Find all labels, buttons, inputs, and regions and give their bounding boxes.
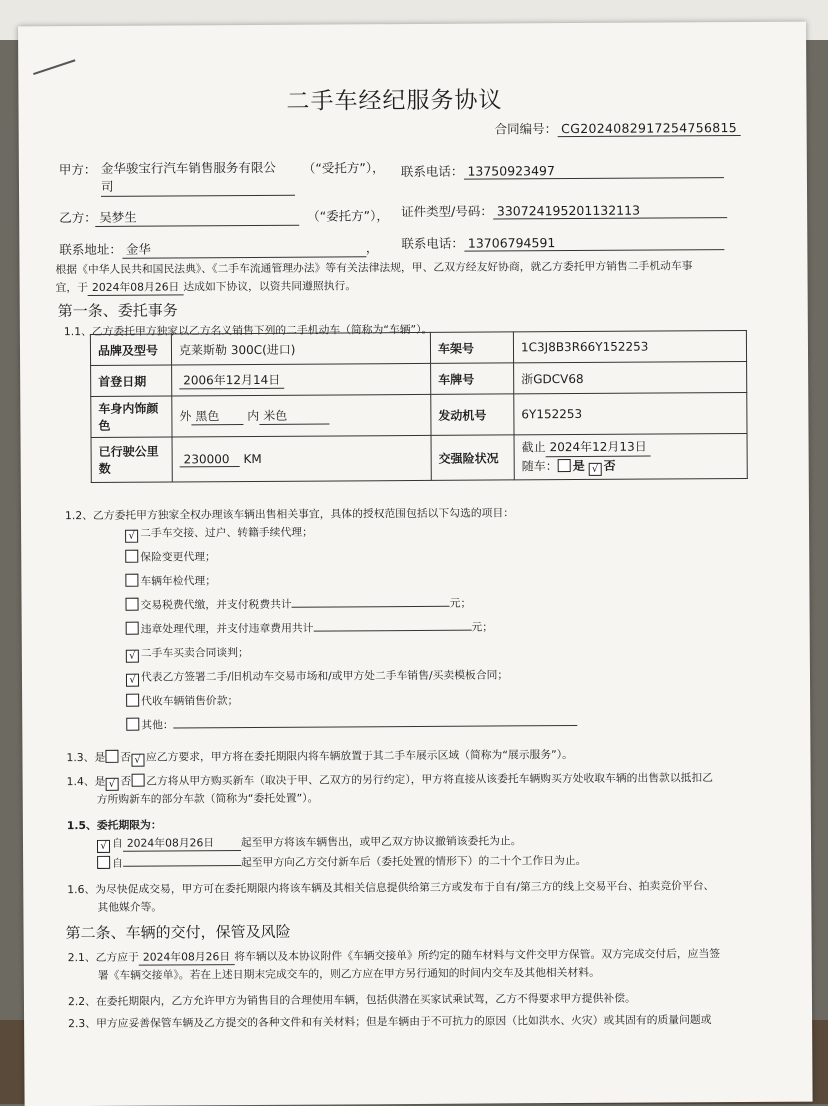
contract-number-value: CG2024082917254756815 — [557, 120, 741, 137]
plate-label: 车牌号 — [431, 363, 514, 395]
option-list-item — [125, 596, 471, 613]
reg-date-label: 首登日期 — [91, 365, 172, 396]
option-suffix: 元； — [449, 596, 472, 610]
option-label: 二手车交接、过户、转籍手续代理； — [140, 525, 313, 540]
preamble-line1: 根据《中华人民共和国民法典》、《二手车流通管理办法》等有关法律法规，甲、乙双方经友好协商，就乙方委托甲方销售二手机动车事 — [55, 259, 693, 277]
clause-1-6-line1: 1.6、为尽快促成交易，甲方可在委托期限内将该车辆及其相关信息提供给第三方或发布于自有/第三方的线上交易平台、拍卖竞价平台、 — [67, 879, 715, 897]
party-b-label: 乙方： — [59, 209, 97, 226]
address-end: ， — [365, 240, 379, 256]
option-list-item — [126, 715, 577, 733]
yes-checkbox[interactable]: √ — [105, 778, 118, 791]
option-checkbox[interactable] — [126, 622, 139, 635]
party-a-role: （“受托方”）， — [302, 160, 385, 176]
no-checkbox[interactable] — [131, 774, 144, 787]
option-list-item — [126, 620, 493, 637]
option-list-item — [125, 549, 216, 565]
party-a-name-line2: 司 — [100, 178, 114, 194]
term-prefix: 自 — [111, 836, 123, 850]
contract-document — [18, 22, 813, 1106]
document-title: 二手车经纪服务协议 — [286, 87, 503, 115]
party-a-name — [101, 159, 295, 197]
vin-label: 车架号 — [430, 332, 513, 364]
option-list-item — [126, 693, 238, 709]
table-row — [90, 330, 746, 365]
party-a-label: 甲方： — [58, 161, 97, 178]
vin-value: 1C3J8B3R66Y152253 — [513, 330, 746, 362]
tax-amount-blank[interactable] — [292, 606, 450, 608]
interior-prefix: 内 — [247, 408, 260, 424]
clause-1-3 — [66, 747, 573, 767]
clause-text: 将车辆以及本协议附件《车辆交接单》所约定的随车材料与文件交甲方保管。双方完成交付后，应当签 — [234, 947, 721, 964]
party-a-phone-label: 联系电话： — [400, 163, 464, 180]
clause-2-1 — [68, 946, 720, 966]
insurance-cell — [514, 433, 747, 479]
mileage-value: 230000 — [180, 452, 240, 467]
table-row — [91, 392, 747, 437]
term-prefix: 自 — [112, 856, 123, 870]
option-suffix: 元； — [471, 620, 494, 634]
clause-text: 乙方将从甲方购买新车（取决于甲、乙双方的另行约定），甲方将直接从该委托车辆购买方处收取车辆的出售款以抵扣乙 — [146, 771, 714, 788]
insurance-no-label: 否 — [603, 458, 616, 473]
party-b-name-value: 吴梦生 — [95, 207, 299, 227]
mileage-unit: KM — [243, 451, 262, 466]
clause-text: 应乙方要求，甲方将在委托期限内将车辆放置于其二手车展示区域（简称为“展示服务”）。 — [145, 748, 573, 764]
reg-date-cell — [172, 363, 431, 396]
no-label: 否 — [120, 774, 132, 788]
clause-2-3: 2.3、甲方应妥善保管车辆及乙方提交的各种文件和有关材料；但是车辆由于不可抗力的原因（比如洪水、火灾）或其固有的质量问题或 — [68, 1013, 712, 1031]
clause-2-2: 2.2、在委托期限内，乙方允许甲方为销售目的合理使用车辆，包括供潜在买家试乘试驾，乙方不得要求甲方提供补偿。 — [67, 991, 636, 1009]
engine-value: 6Y152253 — [514, 392, 747, 434]
option-label: 交易税费代缴，并支付税费共计 — [140, 597, 292, 612]
mileage-cell — [172, 435, 431, 482]
plate-value: 浙GDCV68 — [514, 361, 747, 393]
term-start-blank[interactable] — [123, 865, 241, 867]
party-b-phone-value: 13706794591 — [464, 234, 724, 252]
reg-date-value: 2006年12月14日 — [179, 371, 284, 390]
color-label: 车身内饰颜色 — [91, 396, 172, 437]
no-label: 否 — [120, 750, 132, 764]
party-b-phone-label: 联系电话： — [401, 235, 464, 252]
option-checkbox[interactable]: √ — [126, 674, 139, 687]
option-label: 二手车买卖合同谈判； — [140, 646, 249, 660]
option-checkbox[interactable] — [125, 550, 138, 563]
term-text: 起至甲方将该车辆售出，或甲乙双方协议撤销该委托为止。 — [240, 834, 522, 850]
brand-label: 品牌及型号 — [90, 334, 171, 365]
yes-label: 是 — [94, 750, 106, 764]
interior-color: 米色 — [259, 407, 329, 425]
option-checkbox[interactable] — [125, 598, 138, 611]
exterior-color: 黑色 — [191, 407, 243, 425]
insurance-yes-checkbox[interactable] — [558, 459, 571, 472]
option-list-item — [126, 645, 249, 663]
exterior-prefix: 外 — [179, 409, 192, 424]
clause-2-1-line2: 署《车辆交接单》。若在上述日期末完成交车的，则乙方应在甲方另行通知的时间内交车及其他相关材料。 — [97, 965, 600, 982]
violation-amount-blank[interactable] — [313, 630, 471, 632]
clause-1-6-line2: 其他媒介等。 — [97, 900, 163, 914]
address-label: 联系地址： — [59, 241, 122, 258]
term-text: 起至甲方向乙方交付新车后（委托处置的情形下）的二十个工作日为止。 — [240, 853, 587, 870]
address-value: 金华 — [122, 238, 366, 258]
preamble-date: 2024年08月26日 — [88, 279, 183, 296]
clause-pre: 乙方应于 — [95, 950, 139, 964]
option-checkbox[interactable] — [126, 694, 139, 707]
clause-number: 2.1、 — [67, 950, 96, 965]
section2-heading: 第二条、车辆的交付，保管及风险 — [65, 922, 291, 943]
insurance-follow-prefix: 随车： — [521, 459, 558, 474]
term-option-2 — [97, 853, 586, 871]
option-label: 保险变更代理； — [140, 550, 216, 564]
no-checkbox[interactable]: √ — [131, 754, 144, 767]
preamble-line2 — [56, 278, 357, 296]
option-checkbox[interactable]: √ — [125, 530, 138, 543]
color-cell — [172, 394, 431, 437]
clause-1-4 — [67, 770, 713, 791]
yes-label: 是 — [94, 774, 106, 788]
clause-number: 1.4、 — [66, 774, 95, 789]
clause-1-2: 1.2、乙方委托甲方独家全权办理该车辆出售相关事宜，具体的授权范围包括以下勾选的项目： — [64, 506, 515, 523]
party-b-phone — [401, 232, 724, 252]
party-b-address — [59, 238, 378, 259]
clause-1-4-line2: 方所购新车的部分车款（简称为“委托处置”）。 — [96, 791, 319, 806]
term-start-date: 2024年08月26日 — [123, 835, 241, 852]
option-checkbox[interactable]: √ — [126, 650, 139, 663]
party-b-id-value: 330724195201132113 — [493, 202, 727, 219]
contract-number — [495, 118, 741, 138]
clause-1-5-heading — [67, 818, 162, 834]
other-blank[interactable] — [174, 725, 578, 728]
preamble-post: 达成如下协议，以资共同遵照执行。 — [183, 279, 357, 294]
contract-number-label: 合同编号： — [494, 121, 558, 137]
party-a-phone — [401, 160, 724, 180]
table-row — [91, 433, 747, 482]
party-b-name — [95, 207, 299, 227]
option-checkbox[interactable] — [125, 574, 138, 587]
option-label: 违章处理代理，并支付违章费用共计 — [140, 621, 314, 636]
mileage-label: 已行驶公里数 — [91, 437, 172, 482]
engine-label: 发动机号 — [431, 394, 514, 436]
party-a-phone-value: 13750923497 — [463, 162, 723, 180]
insurance-label: 交强险状况 — [431, 435, 514, 481]
party-b-id — [401, 200, 727, 220]
insurance-until — [522, 437, 740, 457]
vehicle-table — [90, 330, 748, 483]
party-a-name-line1: 金华骏宝行汽车销售服务有限公 — [100, 159, 276, 176]
clause-1-1: 1.1、乙方委托甲方独家以乙方名义销售下列的二手机动车（简称为“车辆”）。 — [63, 322, 433, 339]
brand-value: 克莱斯勒 300C(进口) — [171, 332, 430, 365]
clause-number: 1.5、 — [66, 818, 97, 833]
term-checkbox[interactable]: √ — [97, 840, 110, 853]
option-checkbox[interactable] — [126, 718, 139, 731]
insurance-until-prefix: 截止 — [521, 440, 546, 455]
delivery-date: 2024年08月26日 — [139, 949, 234, 966]
insurance-yes-label: 是 — [572, 458, 585, 474]
table-row — [91, 361, 747, 396]
section1-heading: 第一条、委托事务 — [57, 301, 178, 321]
option-label: 代收车辆销售价款； — [141, 694, 239, 708]
preamble-pre: 宜，于 — [55, 280, 89, 295]
pen-mark — [33, 59, 75, 75]
option-list-item — [125, 525, 313, 543]
term-checkbox[interactable] — [97, 856, 110, 869]
insurance-follow — [522, 456, 740, 476]
option-list-item — [126, 667, 508, 686]
clause-number: 1.3、 — [66, 750, 95, 765]
insurance-no-checkbox[interactable]: √ — [589, 463, 602, 476]
term-option-1 — [97, 833, 522, 853]
party-b-id-label: 证件类型/号码： — [401, 203, 493, 220]
option-label: 代表乙方签署二手/旧机动车交易市场和/或甲方处二手车销售/买卖模板合同； — [140, 668, 509, 684]
insurance-until-date: 2024年12月13日 — [546, 438, 651, 458]
clause-heading: 委托期限为： — [96, 818, 162, 832]
option-label: 其他： — [141, 718, 174, 732]
yes-checkbox[interactable] — [105, 750, 118, 763]
option-label: 车辆年检代理； — [140, 574, 217, 588]
party-b-role: （“委托方”）， — [307, 208, 389, 224]
option-list-item — [125, 573, 216, 589]
